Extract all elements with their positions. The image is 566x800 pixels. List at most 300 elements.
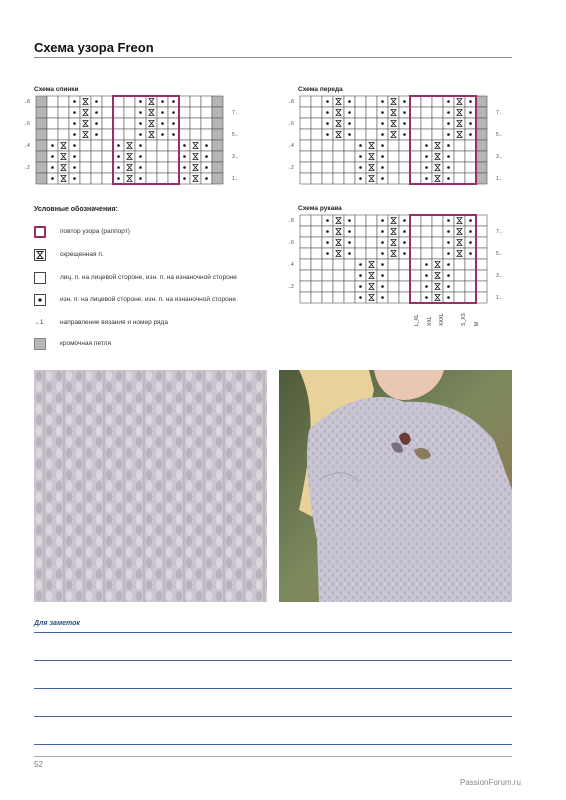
stitch-cell [146, 173, 157, 184]
purl-stitch-mark [172, 133, 175, 136]
purl-stitch-mark [139, 155, 142, 158]
stitch-cell [432, 248, 443, 259]
row-label-right: 5← [496, 132, 504, 138]
purl-stitch-mark [326, 252, 329, 255]
stitch-cell [322, 281, 333, 292]
purl-stitch-mark [469, 100, 472, 103]
purl-stitch-mark [381, 111, 384, 114]
stitch-cell [311, 140, 322, 151]
stitch-cell [201, 107, 212, 118]
purl-stitch-mark [403, 122, 406, 125]
stitch-cell [311, 173, 322, 184]
purl-stitch-mark [183, 177, 186, 180]
purl-stitch-mark [139, 111, 142, 114]
purl-stitch-mark [161, 100, 164, 103]
purl-stitch-mark [95, 133, 98, 136]
row-direction-arrow-icon: →1 [34, 320, 44, 326]
purl-stitch-mark [73, 155, 76, 158]
knit-swatch-photo [34, 370, 267, 602]
stitch-cell [311, 259, 322, 270]
purl-stitch-mark [161, 122, 164, 125]
stitch-cell [124, 129, 135, 140]
purl-stitch-mark [326, 100, 329, 103]
chart-back-label: Схема спинки [34, 86, 79, 93]
stitch-cell [465, 173, 476, 184]
stitch-cell [399, 151, 410, 162]
stitch-cell [465, 162, 476, 173]
purl-stitch-mark [381, 241, 384, 244]
notes-title: Для заметок [34, 620, 80, 627]
stitch-cell [333, 292, 344, 303]
stitch-cell [47, 118, 58, 129]
stitch-cell [91, 173, 102, 184]
legend-text: повтор узора (раппорт) [60, 228, 130, 235]
purl-stitch-mark [447, 144, 450, 147]
stitch-cell [124, 107, 135, 118]
purl-stitch-mark [381, 285, 384, 288]
row-label-left: →2 [22, 165, 30, 171]
stitch-cell [465, 270, 476, 281]
purl-stitch-mark [73, 100, 76, 103]
purl-stitch-mark [381, 166, 384, 169]
page-number: 52 [34, 760, 43, 769]
stitch-cell [190, 118, 201, 129]
stitch-cell [432, 226, 443, 237]
stitch-cell [201, 118, 212, 129]
stitch-cell [322, 292, 333, 303]
purl-stitch-mark [469, 133, 472, 136]
stitch-cell [410, 173, 421, 184]
page-title: Схема узора Freon [34, 40, 154, 55]
purl-stitch-mark [359, 144, 362, 147]
purl-stitch-mark [348, 133, 351, 136]
row-label-right: 1← [496, 176, 504, 182]
purl-stitch-mark [95, 111, 98, 114]
stitch-cell [476, 226, 487, 237]
stitch-cell [432, 107, 443, 118]
edge-stitch-cell [476, 151, 487, 162]
stitch-cell [333, 151, 344, 162]
purl-stitch-mark [139, 122, 142, 125]
stitch-cell [91, 151, 102, 162]
edge-stitch-cell [36, 140, 47, 151]
stitch-cell [399, 259, 410, 270]
purl-stitch-mark [447, 274, 450, 277]
stitch-cell [344, 292, 355, 303]
stitch-cell [168, 140, 179, 151]
stitch-cell [410, 237, 421, 248]
stitch-cell [366, 215, 377, 226]
model-photo-image [279, 370, 512, 602]
stitch-cell [344, 281, 355, 292]
knit-stitch-icon [34, 272, 46, 284]
row-label-right: 5← [496, 251, 504, 257]
stitch-cell [366, 96, 377, 107]
stitch-cell [410, 248, 421, 259]
stitch-cell [102, 129, 113, 140]
purl-stitch-mark [139, 133, 142, 136]
purl-stitch-mark [359, 177, 362, 180]
purl-stitch-mark [359, 296, 362, 299]
stitch-cell [300, 237, 311, 248]
row-label-left: →6 [286, 121, 294, 127]
purl-stitch-mark [183, 144, 186, 147]
stitch-cell [102, 96, 113, 107]
chart-front [298, 95, 493, 185]
purl-stitch-mark [447, 122, 450, 125]
stitch-cell [300, 173, 311, 184]
stitch-cell [113, 129, 124, 140]
purl-stitch-mark [425, 155, 428, 158]
purl-stitch-mark [348, 219, 351, 222]
edge-stitch-cell [212, 107, 223, 118]
purl-stitch-mark [51, 166, 54, 169]
edge-stitch-icon [34, 338, 46, 350]
purl-stitch-mark [447, 166, 450, 169]
row-label-right: 1← [232, 176, 240, 182]
chart-sleeve-label: Схема рукава [298, 205, 342, 212]
stitch-cell [454, 140, 465, 151]
purl-stitch-mark [139, 144, 142, 147]
purl-stitch-mark [381, 252, 384, 255]
edge-stitch-cell [36, 129, 47, 140]
stitch-cell [388, 292, 399, 303]
stitch-cell [476, 259, 487, 270]
stitch-cell [388, 173, 399, 184]
purl-stitch-mark [403, 219, 406, 222]
purl-stitch-mark [326, 241, 329, 244]
stitch-cell [476, 292, 487, 303]
stitch-cell [311, 281, 322, 292]
stitch-cell [102, 118, 113, 129]
stitch-cell [421, 215, 432, 226]
legend-text: направление вязания и номер ряда [60, 319, 168, 326]
row-label-left: →8 [286, 99, 294, 105]
stitch-cell [322, 173, 333, 184]
stitch-cell [322, 270, 333, 281]
stitch-cell [355, 248, 366, 259]
stitch-cell [58, 107, 69, 118]
purl-stitch-mark [51, 177, 54, 180]
purl-stitch-mark [51, 144, 54, 147]
stitch-cell [201, 129, 212, 140]
stitch-cell [454, 173, 465, 184]
stitch-cell [344, 259, 355, 270]
stitch-cell [102, 151, 113, 162]
stitch-cell [399, 292, 410, 303]
purl-stitch-mark [381, 144, 384, 147]
purl-stitch-mark [381, 133, 384, 136]
edge-stitch-cell [476, 129, 487, 140]
purl-stitch-mark [425, 285, 428, 288]
purl-stitch-mark [73, 111, 76, 114]
purl-stitch-mark [447, 263, 450, 266]
stitch-cell [399, 140, 410, 151]
stitch-cell [399, 281, 410, 292]
purl-stitch-mark [381, 274, 384, 277]
stitch-cell [421, 237, 432, 248]
repeat-frame-icon [34, 226, 46, 238]
stitch-cell [113, 107, 124, 118]
stitch-cell [388, 281, 399, 292]
edge-stitch-cell [212, 129, 223, 140]
edge-stitch-cell [476, 118, 487, 129]
stitch-cell [410, 96, 421, 107]
stitch-cell [190, 129, 201, 140]
size-label: L_XL [414, 314, 420, 326]
stitch-cell [157, 162, 168, 173]
purl-stitch-mark [381, 230, 384, 233]
purl-stitch-mark [172, 122, 175, 125]
stitch-cell [344, 162, 355, 173]
purl-stitch-mark [117, 144, 120, 147]
stitch-cell [355, 226, 366, 237]
edge-stitch-cell [476, 96, 487, 107]
stitch-cell [454, 292, 465, 303]
purl-stitch-mark [348, 241, 351, 244]
purl-stitch-mark [359, 285, 362, 288]
purl-stitch-mark [359, 155, 362, 158]
stitch-cell [410, 118, 421, 129]
stitch-cell [157, 173, 168, 184]
stitch-cell [91, 140, 102, 151]
stitch-cell [311, 292, 322, 303]
legend-text: скрещенная п. [60, 251, 104, 258]
stitch-cell [300, 129, 311, 140]
purl-stitch-mark [326, 133, 329, 136]
purl-stitch-mark [381, 177, 384, 180]
purl-stitch-mark [117, 155, 120, 158]
stitch-cell [410, 281, 421, 292]
purl-stitch-mark [381, 296, 384, 299]
row-label-left: →8 [22, 99, 30, 105]
stitch-cell [300, 226, 311, 237]
size-label: XXXL [439, 313, 445, 326]
stitch-cell [399, 270, 410, 281]
size-label: S_XS [461, 313, 467, 326]
size-label: XXL [427, 316, 433, 326]
stitch-cell [311, 151, 322, 162]
row-label-right: 7← [496, 229, 504, 235]
purl-stitch-mark [161, 133, 164, 136]
purl-stitch-mark [403, 230, 406, 233]
stitch-cell [366, 129, 377, 140]
stitch-cell [201, 96, 212, 107]
stitch-cell [300, 96, 311, 107]
purl-stitch-mark [73, 166, 76, 169]
stitch-cell [113, 118, 124, 129]
stitch-cell [179, 129, 190, 140]
stitch-cell [311, 237, 322, 248]
purl-stitch-mark [447, 111, 450, 114]
stitch-cell [410, 292, 421, 303]
purl-stitch-mark [469, 122, 472, 125]
purl-stitch-mark [403, 111, 406, 114]
purl-stitch-mark [447, 177, 450, 180]
title-divider [34, 57, 512, 58]
purl-stitch-mark [425, 166, 428, 169]
purl-stitch-mark [447, 285, 450, 288]
stitch-cell [410, 259, 421, 270]
chart-sleeve [298, 214, 493, 304]
stitch-cell [388, 140, 399, 151]
stitch-cell [300, 281, 311, 292]
edge-stitch-cell [476, 107, 487, 118]
row-label-left: →4 [22, 143, 30, 149]
purl-stitch-mark [425, 144, 428, 147]
stitch-cell [476, 248, 487, 259]
purl-stitch-mark [381, 219, 384, 222]
stitch-cell [311, 129, 322, 140]
note-line [34, 688, 512, 689]
edge-stitch-cell [212, 151, 223, 162]
purl-stitch-mark [447, 100, 450, 103]
purl-stitch-mark [403, 252, 406, 255]
purl-stitch-mark [117, 177, 120, 180]
purl-stitch-mark [183, 166, 186, 169]
watermark: PassionForum.ru [460, 778, 521, 787]
stitch-cell [388, 270, 399, 281]
purl-stitch-mark [73, 133, 76, 136]
row-label-left: →4 [286, 143, 294, 149]
stitch-cell [124, 96, 135, 107]
purl-stitch-mark [51, 155, 54, 158]
note-line [34, 744, 512, 745]
purl-stitch-mark [95, 122, 98, 125]
purl-stitch-mark [348, 100, 351, 103]
stitch-cell [410, 215, 421, 226]
stitch-cell [113, 96, 124, 107]
stitch-cell [432, 215, 443, 226]
row-label-left: →2 [286, 165, 294, 171]
edge-stitch-cell [212, 162, 223, 173]
edge-stitch-cell [36, 151, 47, 162]
stitch-cell [311, 270, 322, 281]
stitch-cell [388, 259, 399, 270]
stitch-cell [80, 151, 91, 162]
stitch-cell [344, 270, 355, 281]
purl-stitch-mark [139, 166, 142, 169]
stitch-cell [410, 270, 421, 281]
stitch-cell [476, 281, 487, 292]
stitch-cell [399, 162, 410, 173]
stitch-cell [344, 140, 355, 151]
edge-stitch-cell [212, 118, 223, 129]
stitch-cell [124, 118, 135, 129]
stitch-cell [454, 259, 465, 270]
note-line [34, 716, 512, 717]
purl-stitch-mark [73, 177, 76, 180]
purl-stitch-mark [205, 155, 208, 158]
stitch-cell [300, 215, 311, 226]
stitch-cell [465, 281, 476, 292]
edge-stitch-cell [476, 173, 487, 184]
stitch-cell [465, 140, 476, 151]
chart-front-label: Схема переда [298, 86, 343, 93]
stitch-cell [146, 151, 157, 162]
stitch-cell [432, 129, 443, 140]
stitch-cell [333, 140, 344, 151]
purl-stitch-mark [381, 263, 384, 266]
legend-text: кромочная петля [60, 340, 111, 347]
stitch-cell [168, 162, 179, 173]
stitch-cell [333, 259, 344, 270]
purl-stitch-mark [359, 274, 362, 277]
purl-stitch-mark [348, 122, 351, 125]
stitch-cell [300, 162, 311, 173]
purl-stitch-mark [469, 252, 472, 255]
stitch-cell [410, 226, 421, 237]
purl-stitch-mark [359, 166, 362, 169]
stitch-cell [322, 162, 333, 173]
stitch-cell [454, 281, 465, 292]
edge-stitch-cell [36, 118, 47, 129]
purl-stitch-mark [425, 177, 428, 180]
edge-stitch-cell [212, 96, 223, 107]
stitch-cell [157, 140, 168, 151]
edge-stitch-cell [212, 173, 223, 184]
stitch-cell [168, 151, 179, 162]
stitch-cell [322, 151, 333, 162]
edge-stitch-cell [36, 173, 47, 184]
purl-stitch-mark [205, 166, 208, 169]
purl-stitch-mark [326, 219, 329, 222]
edge-stitch-cell [36, 96, 47, 107]
stitch-cell [465, 259, 476, 270]
stitch-cell [454, 162, 465, 173]
purl-stitch-mark [183, 155, 186, 158]
size-label: M [474, 321, 480, 326]
purl-stitch-mark [381, 122, 384, 125]
stitch-cell [388, 151, 399, 162]
chart-back [34, 95, 229, 185]
row-label-right: 1← [496, 295, 504, 301]
edge-stitch-cell [476, 162, 487, 173]
row-label-left: →4 [286, 262, 294, 268]
stitch-cell [333, 162, 344, 173]
purl-stitch-mark [469, 111, 472, 114]
cross-stitch-icon [34, 249, 46, 261]
stitch-cell [91, 162, 102, 173]
legend-title: Условные обозначения: [34, 206, 118, 213]
stitch-cell [410, 107, 421, 118]
stitch-cell [58, 118, 69, 129]
row-label-right: 3← [496, 154, 504, 160]
stitch-cell [410, 140, 421, 151]
stitch-cell [432, 96, 443, 107]
purl-stitch-mark [469, 241, 472, 244]
purl-stitch-mark [117, 166, 120, 169]
purl-stitch-mark [447, 155, 450, 158]
purl-stitch-mark [348, 252, 351, 255]
stitch-cell [421, 248, 432, 259]
purl-stitch-mark [139, 100, 142, 103]
row-label-left: →8 [286, 218, 294, 224]
purl-stitch-mark [326, 122, 329, 125]
stitch-cell [300, 259, 311, 270]
stitch-cell [355, 107, 366, 118]
row-label-left: →2 [286, 284, 294, 290]
purl-stitch-mark [326, 111, 329, 114]
row-label-right: 7← [496, 110, 504, 116]
purl-stitch-mark [95, 100, 98, 103]
purl-stitch-mark [403, 100, 406, 103]
footer-divider [34, 756, 512, 757]
stitch-cell [355, 215, 366, 226]
purl-stitch-mark [348, 230, 351, 233]
stitch-cell [421, 129, 432, 140]
stitch-cell [300, 270, 311, 281]
